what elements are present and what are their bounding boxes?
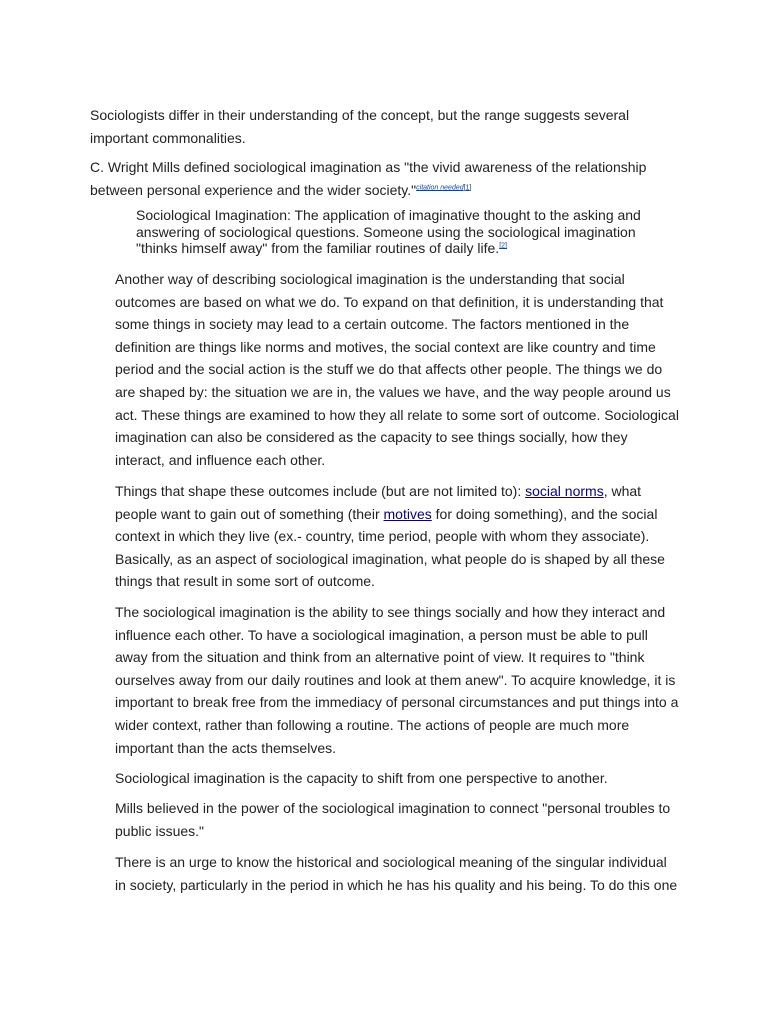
- paragraph-mills-belief: Mills believed in the power of the sociological imagination to connect "personal troubles to public issues.": [115, 800, 671, 839]
- citation-needed-sup: [416, 184, 471, 191]
- paragraph-outcomes-text-1: Things that shape these outcomes include (but are not limited to):: [115, 483, 526, 499]
- paragraph-outcomes-text-2: , what people want to gain out of something (their: [115, 483, 642, 522]
- paragraph-intro: Sociologists differ in their understanding of the concept, but the range suggests several important commonalities.: [90, 107, 630, 146]
- paragraph-capacity: Sociological imagination is the capacity to shift from one perspective to another.: [115, 770, 608, 786]
- paragraph-mills-text: C. Wright Mills defined sociological imagination as "the vivid awareness of the relationship between personal experience and the wider society.": [90, 159, 647, 198]
- paragraph-outcomes: [115, 480, 681, 593]
- social-norms-link[interactable]: social norms: [525, 483, 604, 499]
- reference-2-sup: [499, 242, 507, 249]
- paragraph-another-way: Another way of describing sociological imagination is the understanding that social outcomes are based on what we do. To expand on that definition, it is understanding that some things in society may lead to a certain outcome. The factors mentioned in the definition are things like norms and motives, the social context are like country and time period and the social action is the stuff we do that affects other people. The things we do are shaped by: the situation we are in, the values we have, and the way people around us act. These things are examined to how they all relate to some sort of outcome. Sociological imagination can also be considered as the capacity to see things socially, how they interact, and influence each other.: [115, 271, 679, 468]
- citation-needed-link[interactable]: citation needed: [416, 183, 464, 191]
- reference-1-link[interactable]: [1]: [463, 183, 472, 191]
- reference-2-link[interactable]: [2]: [499, 242, 507, 250]
- blockquote-definition: [136, 207, 656, 257]
- paragraph-mills-definition: [90, 156, 650, 201]
- motives-link[interactable]: motives: [383, 505, 432, 522]
- blockquote-text: Sociological Imagination: The application of imaginative thought to the asking and answering of sociological questions. Someone using the sociological imagination "thinks himself away" from the familiar routines of daily life.: [136, 207, 641, 256]
- paragraph-urge: There is an urge to know the historical and sociological meaning of the singular individual in society, particularly in the period in which he has his quality and his being. To do this one: [115, 854, 678, 893]
- paragraph-ability: The sociological imagination is the ability to see things socially and how they interact and influence each other. To have a sociological imagination, a person must be able to pull away from the situation and think from an alternative point of view. It requires to "think ourselves away from our daily routines and look at them anew". To acquire knowledge, it is important to break free from the immediacy of personal circumstances and put things into a wider context, rather than following a routine. The actions of people are much more important than the acts themselves.: [115, 604, 679, 756]
- paragraph-outcomes-text-3: for doing something), and the social context in which they live (ex.- country, time period, people with whom they associate). Basically, as an aspect of sociological imagination, what people do is shaped by all these things that result in some sort of outcome.: [115, 505, 665, 590]
